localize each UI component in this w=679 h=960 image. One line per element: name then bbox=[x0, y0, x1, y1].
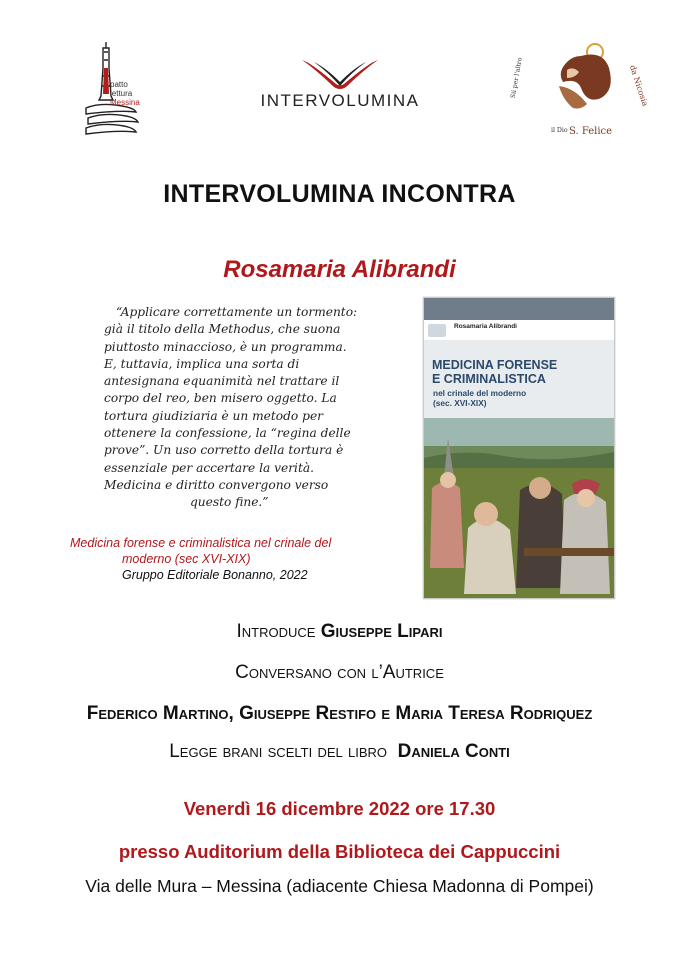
quote-line: tortura giudiziaria è un metodo per bbox=[104, 408, 323, 423]
quote-line: prove”. Un uso corretto della tortura è bbox=[104, 443, 344, 458]
book-cover-author: Rosamaria Alibrandi bbox=[454, 323, 517, 330]
reading-line bbox=[0, 741, 679, 763]
book-quote bbox=[70, 304, 380, 512]
book-cover-subtitle-line1: nel crinale del moderno bbox=[433, 388, 527, 398]
san-felice-logo bbox=[509, 38, 650, 148]
citation-title-line1: Medicina forense e criminalistica nel crinale del bbox=[70, 536, 332, 550]
quote-line: piuttosto minaccioso, è un programma. bbox=[104, 339, 347, 354]
quote-line: essenziale per accertare la verità. bbox=[104, 460, 314, 475]
quote-line: “Applicare correttamente un tormento: bbox=[116, 305, 358, 319]
event-date: Venerdì 16 dicembre 2022 ore 17.30 bbox=[183, 798, 496, 819]
quote-line: antesignana equanimità nel trattare il bbox=[104, 374, 340, 389]
quote-line: ottenere la confessione, la “regina delle bbox=[104, 426, 351, 441]
logo-left-line2: lettura bbox=[110, 89, 133, 98]
introduce-name: Giuseppe Lipari bbox=[320, 621, 443, 642]
book-cover-title-line1: MEDICINA FORENSE bbox=[432, 358, 558, 372]
book-top-bar bbox=[424, 298, 614, 320]
speakers-line bbox=[0, 703, 679, 725]
wing-mark-icon bbox=[240, 56, 440, 90]
quote-line: E, tuttavia, implica una sorta di bbox=[104, 356, 300, 371]
logo-left-line1: patto bbox=[110, 80, 128, 89]
introduce-line bbox=[0, 621, 679, 643]
reading-name: Daniela Conti bbox=[397, 741, 510, 762]
book-cover-title-line2: E CRIMINALISTICA bbox=[432, 372, 546, 386]
author-name: Rosamaria Alibrandi bbox=[223, 256, 456, 283]
logo-right-arc-left: Sii per l'altro bbox=[509, 56, 524, 99]
book-cover-subtitle-line2: (sec. XVI-XIX) bbox=[433, 398, 487, 408]
friar-emblem-icon bbox=[509, 38, 650, 148]
event-venue: presso Auditorium della Biblioteca dei Cappuccini bbox=[118, 841, 561, 862]
cover-painting-image bbox=[424, 418, 614, 598]
logo-right-arc-mid: il Dio bbox=[551, 127, 568, 134]
conversation-line: Conversano con l’Autrice bbox=[235, 662, 444, 683]
citation-publisher: Gruppo Editoriale Bonanno, 2022 bbox=[122, 568, 308, 582]
speakers-names: Federico Martino, Giuseppe Restifo e Maria Teresa Rodriquez bbox=[86, 703, 593, 724]
logo-left-line3: Messina bbox=[110, 98, 140, 107]
publisher-mark-icon bbox=[428, 324, 446, 337]
intervolumina-wordmark: INTERVOLUMINA bbox=[260, 91, 420, 110]
event-address: Via delle Mura – Messina (adiacente Chiesa Madonna di Pompei) bbox=[85, 876, 594, 896]
patto-lettura-logo bbox=[80, 38, 170, 138]
logo-right-arc-right: da Nicosia bbox=[627, 63, 650, 108]
citation-title-line2: moderno (sec XVI-XIX) bbox=[122, 552, 251, 566]
reading-label: Legge brani scelti del libro bbox=[169, 741, 388, 762]
quote-line: già il titolo della Methodus, che suona bbox=[104, 322, 341, 337]
book-cover bbox=[423, 297, 615, 599]
intervolumina-logo bbox=[240, 56, 440, 116]
quote-line: questo fine.” bbox=[190, 495, 269, 510]
logo-right-name: S. Felice bbox=[569, 126, 613, 137]
book-citation bbox=[70, 535, 390, 583]
quote-line: Medicina e diritto convergono verso bbox=[104, 477, 329, 492]
page-title: INTERVOLUMINA INCONTRA bbox=[163, 180, 516, 208]
introduce-label: Introduce bbox=[236, 621, 316, 642]
quote-line: corpo del reo, ben misero oggetto. La bbox=[104, 391, 337, 406]
